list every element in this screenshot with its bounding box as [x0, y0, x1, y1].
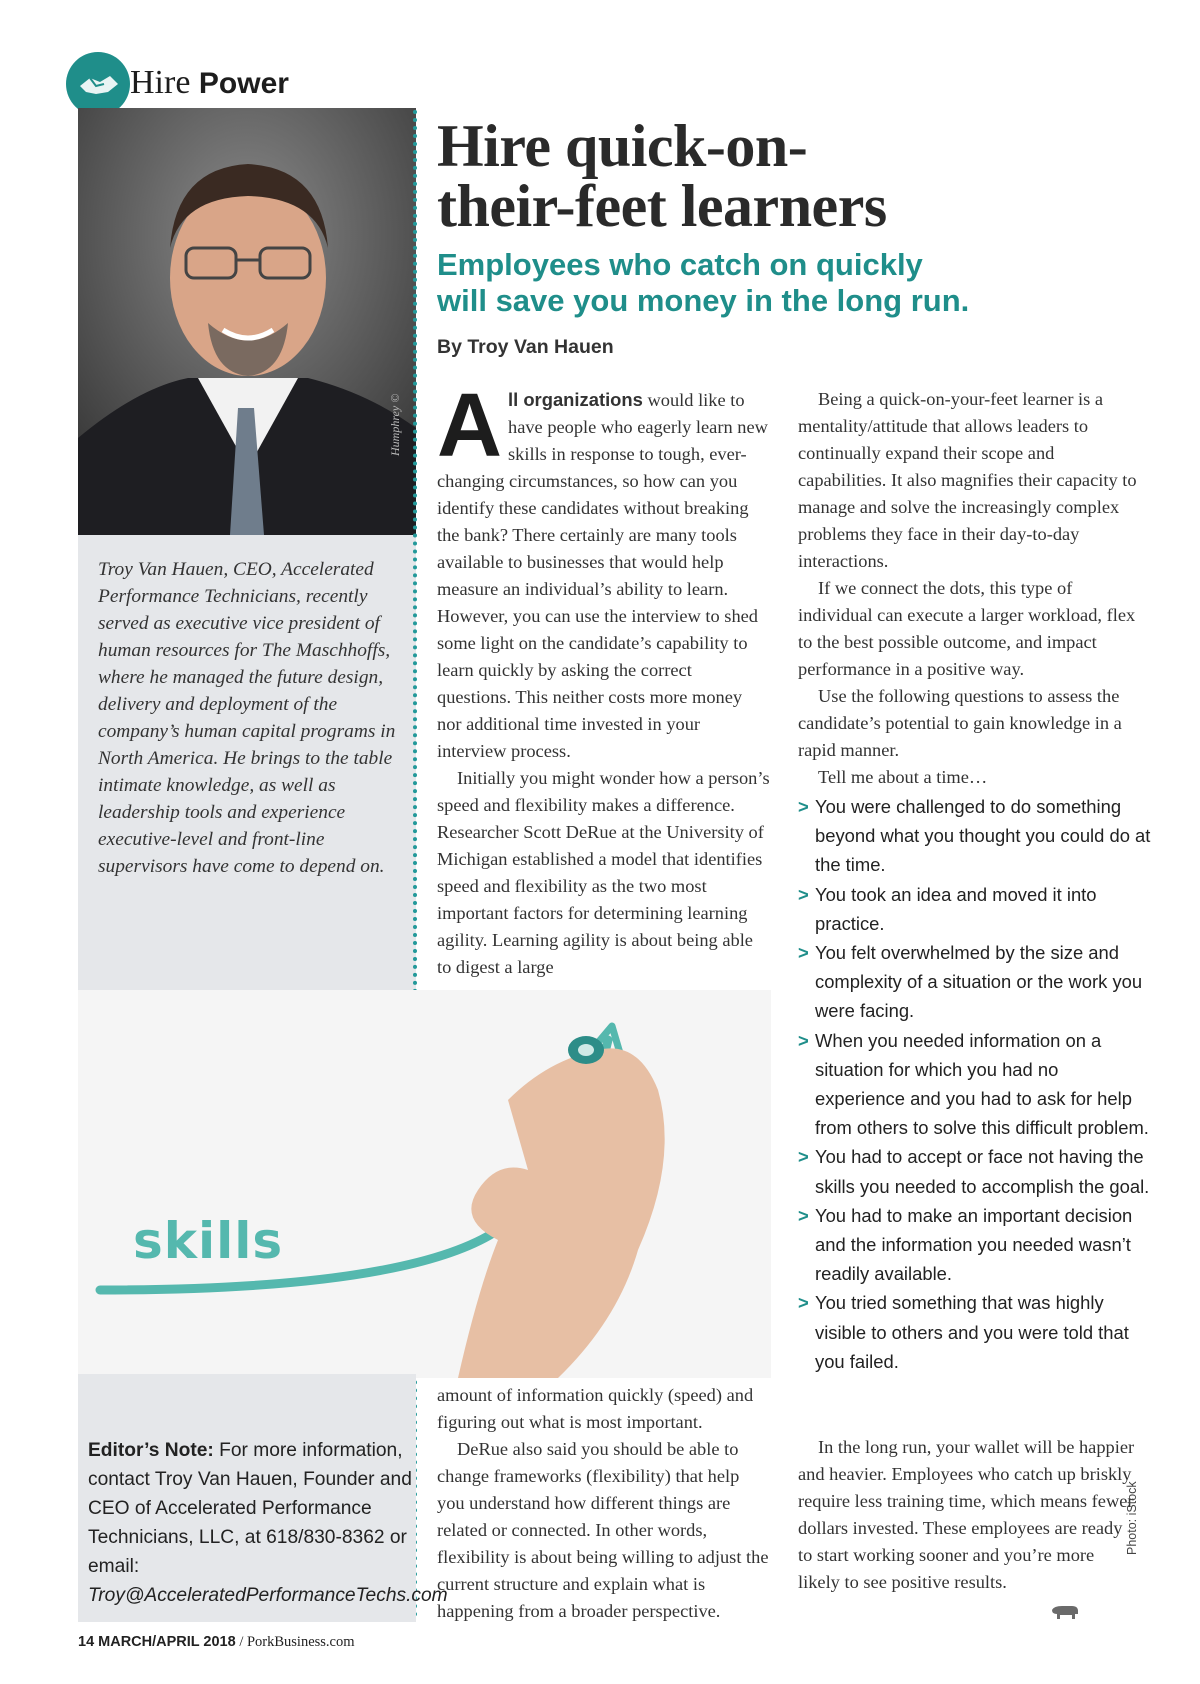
- deck-line-1: Employees who catch on quickly: [437, 247, 923, 282]
- list-item: > You tried something that was highly visible to others and you were told that you failed.: [798, 1292, 1129, 1372]
- editor-note-text: For more information, contact Troy Van Hauen, Founder and CEO of Accelerated Performance Technicians, LLC, at 618/830-8362 or email:: [88, 1440, 412, 1577]
- paragraph-2-cont: amount of information quickly (speed) and figuring out what is most important.: [437, 1385, 754, 1432]
- question-list: [798, 792, 1153, 1376]
- paragraph-1: [437, 376, 770, 765]
- editor-note: [88, 1436, 448, 1610]
- paragraph-2: Initially you might wonder how a person’s speed and flexibility makes a difference. Researcher Scott DeRue at the University of Michigan established a model that identifies speed and flexibility as the two most important factors for determining learning agility. Learning agility is about being able to digest a large: [437, 768, 770, 977]
- list-item: > You were challenged to do something beyond what you thought you could do at the time.: [798, 796, 1151, 876]
- body-column-1-cont: [437, 1382, 770, 1625]
- editor-note-email[interactable]: Troy@AcceleratedPerformanceTechs.com: [88, 1585, 448, 1606]
- editor-note-label: Editor’s Note:: [88, 1440, 214, 1461]
- author-bio: Troy Van Hauen, CEO, Accelerated Performance Technicians, recently served as executive vice president of human resources for The Maschhoffs, where he managed the future design, delivery and deployment of the company’s human capital programs in North America. He brings to the table intimate knowledge, as well as leadership tools and experience executive-level and front-line supervisors have come to depend on.: [98, 559, 396, 877]
- footer-site[interactable]: / PorkBusiness.com: [235, 1634, 355, 1650]
- list-item: > You felt overwhelmed by the size and complexity of a situation or the work you were facing.: [798, 942, 1143, 1022]
- paragraph-5: If we connect the dots, this type of individual can execute a larger workload, flex to the best possible outcome, and impact performance in a positive way.: [798, 578, 1136, 679]
- pig-end-mark-icon: [1050, 1604, 1080, 1620]
- section-title-word2: Power: [198, 67, 289, 100]
- paragraph-4: Being a quick-on-your-feet learner is a mentality/attitude that allows leaders to continually expand their scope and capabilities. It also magnifies their capacity to manage and solve the increasingly complex problems they face in their day-to-day interactions.: [798, 389, 1137, 571]
- paragraph-3: DeRue also said you should be able to change frameworks (flexibility) that help you understand how different things are related or connected. In other words, flexibility is about being willing to adjust the current structure and explain what is happening from a broader perspective.: [437, 1439, 769, 1621]
- footer-page: 14 MARCH/APRIL 2018: [78, 1634, 236, 1650]
- article-headline: [437, 113, 1177, 239]
- drop-cap: A: [437, 376, 502, 476]
- paragraph-8: In the long run, your wallet will be happier and heavier. Employees who catch up briskly require less training time, which means fewer dollars invested. These employees are ready to start working sooner and you’re more likely to see positive results.: [798, 1437, 1135, 1592]
- photo-credit: Photo: iStock: [1125, 1481, 1139, 1555]
- headline-line-2: their-feet learners: [437, 173, 887, 239]
- list-item: > You took an idea and moved it into practice.: [798, 883, 1097, 934]
- list-item: > You had to accept or face not having the skills you needed to accomplish the goal.: [798, 1146, 1150, 1197]
- author-photo: [78, 108, 416, 535]
- skills-word: skills: [133, 1212, 284, 1270]
- section-title: [130, 66, 289, 100]
- body-column-2-end: [798, 1434, 1138, 1596]
- byline: By Troy Van Hauen: [437, 336, 614, 358]
- headline-line-1: Hire quick-on-: [437, 113, 808, 179]
- skills-illustration: [78, 990, 771, 1378]
- page-footer: [78, 1634, 355, 1651]
- body-column-1: [437, 376, 770, 981]
- lead-in: ll organizations: [508, 389, 643, 410]
- paragraph-6: Use the following questions to assess the candidate’s potential to gain knowledge in a rapid manner.: [798, 686, 1122, 760]
- list-item: > You had to make an important decision and the information you needed wasn’t readily available.: [798, 1204, 1133, 1285]
- photo-signature: Humphrey ©: [388, 393, 402, 456]
- paragraph-1-text: would like to have people who eagerly learn new skills in response to tough, ever-changing circumstances, so how can you identify these candidates without breaking the bank? There certainly are many tools available to businesses that would help measure an individual’s ability to learn. However, you can use the interview to shed some light on the candidate’s capability to learn quickly by asking the correct questions. This neither costs more money nor additional time invested in your interview process.: [437, 390, 768, 761]
- article-deck: [437, 247, 1177, 319]
- body-column-2: [798, 386, 1138, 791]
- list-item: > When you needed information on a situation for which you had no experience and you had to ask for help from others to solve this difficult problem.: [798, 1029, 1149, 1139]
- section-title-word1: Hire: [130, 64, 191, 101]
- deck-line-2: will save you money in the long run.: [437, 283, 970, 318]
- handshake-icon: [66, 52, 130, 116]
- paragraph-7: Tell me about a time…: [818, 767, 988, 787]
